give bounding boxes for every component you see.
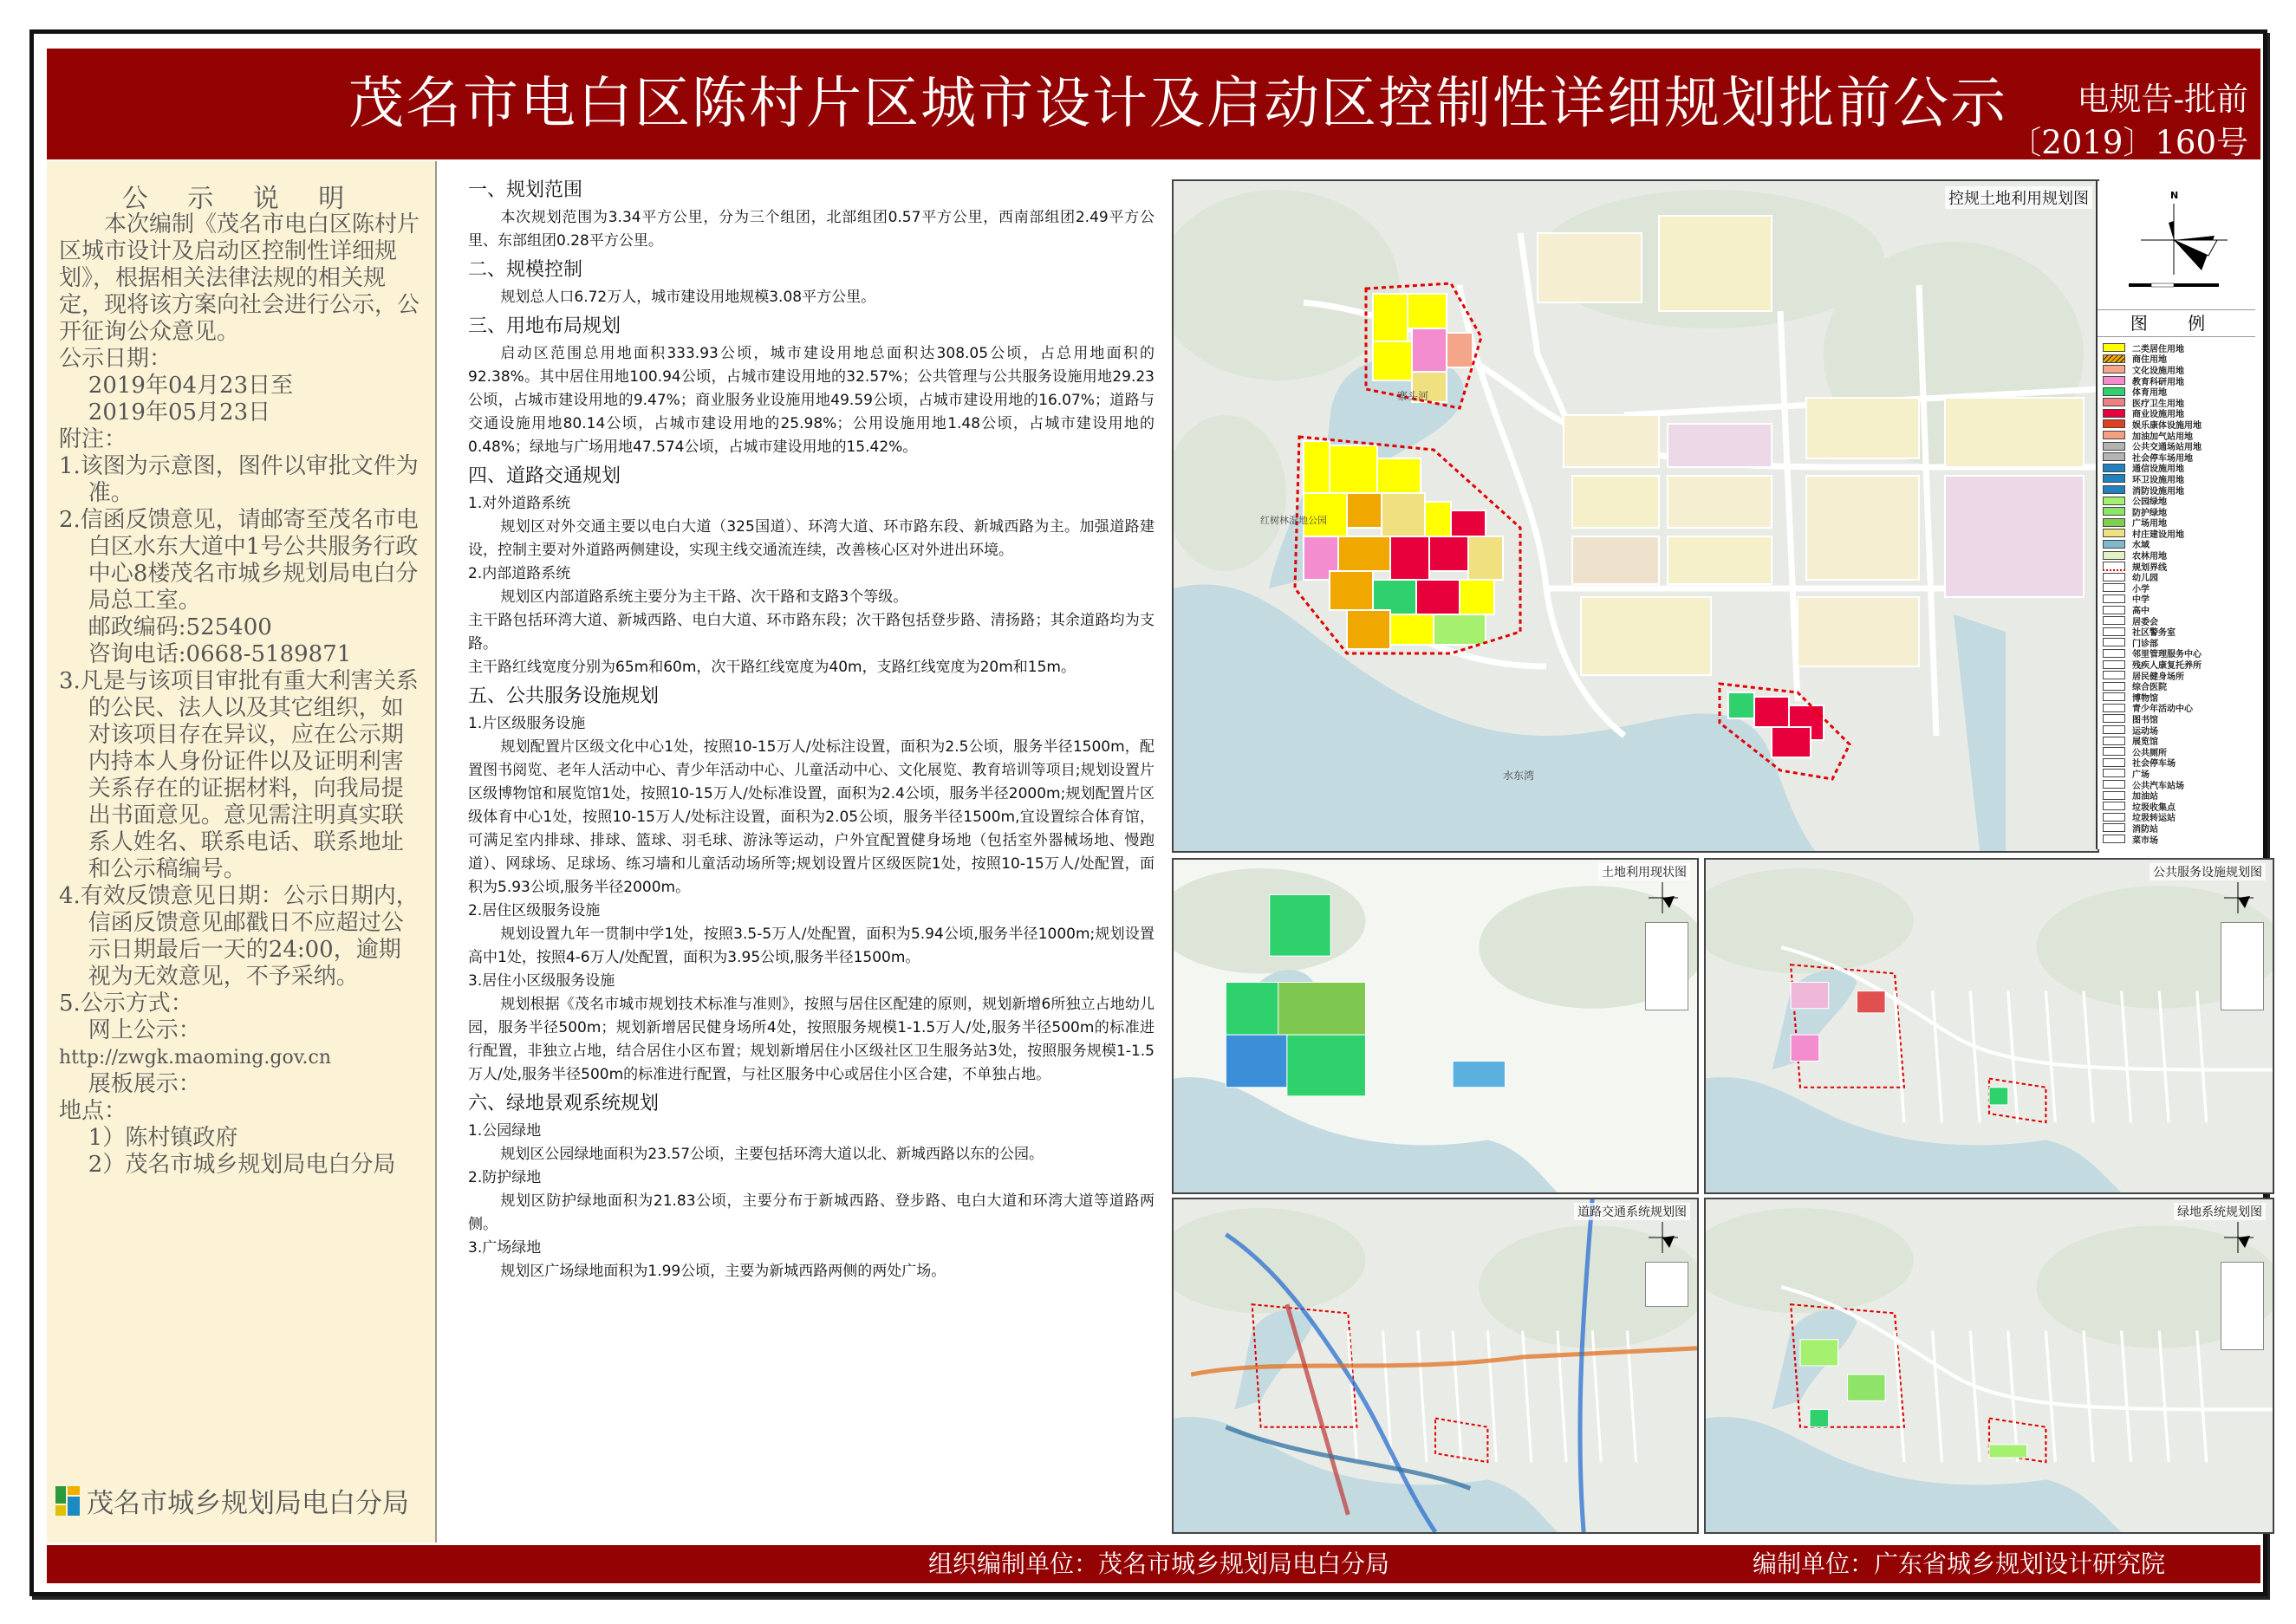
notice-line[interactable]: http://zwgk.maoming.gov.cn xyxy=(59,1047,331,1069)
legend-label: 垃圾转运站 xyxy=(2132,814,2176,824)
legend-label: 防护绿地 xyxy=(2132,508,2167,518)
facility-symbol-icon xyxy=(2103,606,2125,614)
subsection-heading: 3.广场绿地 xyxy=(468,1239,542,1257)
legend-label: 高中 xyxy=(2132,607,2150,617)
organizer-credit: 组织编制单位：茂名市城乡规划局电白分局 xyxy=(928,1549,1390,1578)
notice-line: 邮政编码:525400 xyxy=(88,614,272,640)
road-traffic-system-map[interactable] xyxy=(1172,1198,1699,1534)
legend-label: 中学 xyxy=(2132,595,2150,606)
small-map-canvas xyxy=(1706,860,2273,1192)
land-use-swatch-icon xyxy=(2103,343,2125,352)
notice-line: 4.有效反馈意见日期：公示日期内，信函反馈意见邮戳日不应超过公示日期最后一天的24:00，逾期视为无效意见，不予采纳。 xyxy=(59,883,419,990)
compass-icon xyxy=(2221,1220,2255,1255)
legend-label: 社会停车场 xyxy=(2132,759,2176,770)
legend-label: 医疗卫生用地 xyxy=(2132,399,2184,409)
small-map-canvas xyxy=(1174,860,1697,1192)
section-paragraph: 规划配置片区级文化中心1处，按照10-15万人/处标注设置，面积为2.5公顷，服务半径1500m，配置图书阅览、老年人活动中心、青少年活动中心、儿童活动中心、文化展览、教育培训等项目;规划设置片区级博物馆和展览馆1处，按照10-15万人/处标准设置，面积为2.4公顷，服务半径2000m;规划配置片区级体育中心1处，按照10-15万人/处标注设置，面积为2.05公顷，服务半径1500m,宜设置综合体育馆，可满足室内排球、排球、篮球、羽毛球、游泳等运动，户外宜配置健身场地（包括室外器械场地、慢跑道）、网球场、足球场、练习墙和儿童活动场所等;规划设置片区级医院1处，按照10-15万人/处配置，面积为5.93公顷,服务半径2000m。 xyxy=(468,738,1155,896)
public-service-facilities-map[interactable] xyxy=(1704,858,2274,1194)
legend-label: 居委会 xyxy=(2132,617,2158,627)
map-parcel xyxy=(1810,1410,1829,1427)
section-heading: 二、规模控制 xyxy=(468,259,583,281)
land-use-swatch-icon xyxy=(2103,442,2125,451)
land-use-swatch-icon xyxy=(2103,419,2125,428)
legend-label: 商业设施用地 xyxy=(2132,410,2184,420)
current-land-use-map[interactable] xyxy=(1172,858,1699,1194)
legend-label: 图书馆 xyxy=(2132,715,2158,725)
legend-title: 图 例 xyxy=(2098,309,2255,337)
document-number-line2: 〔2019〕160号 xyxy=(2009,124,2248,161)
legend-label: 菜市场 xyxy=(2132,835,2158,846)
section-heading: 三、用地布局规划 xyxy=(468,315,621,337)
notice-line: 2.信函反馈意见，请邮寄至茂名市电白区水东大道中1号公共服务行政中心8楼茂名市城乡规划局电白分局总工室。 xyxy=(59,507,419,614)
plan-section xyxy=(468,311,1155,459)
legend-label: 通信设施用地 xyxy=(2132,464,2184,475)
legend-label: 社区警务室 xyxy=(2132,628,2176,639)
notice-line: 1）陈村镇政府 xyxy=(88,1125,238,1151)
legend-label: 幼儿园 xyxy=(2132,574,2158,584)
plan-section xyxy=(468,1088,1155,1283)
section-paragraph: 规划区对外交通主要以电白大道（325国道）、环湾大道、环市路东段、新城西路为主。加强道路建设，控制主要对外道路两侧建设，实现主线交通流连续，改善核心区对外进出环境。 xyxy=(468,518,1155,559)
section-paragraph: 启动区范围总用地面积333.93公顷，城市建设用地总面积达308.05公顷，占总用地面积的92.38%。其中居住用地100.94公顷，占城市建设用地的32.57%；公共管理与公共服务设施用地29.23公顷，占城市建设用地的9.47%；商业服务业设施用地49.59公顷，占城市建设用地的16.07%；道路与交通设施用地80.14公顷，占城市建设用地的25.98%；公用设施用地1.48公顷，占城市建设用地的0.48%；绿地与广场用地47.574公顷，占城市建设用地的15.42%。 xyxy=(468,345,1155,456)
land-use-swatch-icon xyxy=(2103,431,2125,439)
park-label: 红树林湿地公园 xyxy=(1260,515,1327,526)
document-number-line1: 电规告-批前 xyxy=(2077,81,2248,118)
notice-line: 2019年04月23日至 xyxy=(88,373,294,399)
legend-item xyxy=(2103,582,2202,594)
small-map-title: 道路交通系统规划图 xyxy=(1574,1203,1690,1220)
facility-symbol-icon xyxy=(2103,758,2125,767)
legend-label: 居民健身场所 xyxy=(2132,672,2184,682)
legend-label: 体育用地 xyxy=(2132,388,2167,399)
land-use-swatch-icon xyxy=(2103,485,2125,494)
notice-line: 咨询电话:0668-5189871 xyxy=(88,641,352,667)
land-use-swatch-icon xyxy=(2103,398,2125,406)
notice-line: 5.公示方式： xyxy=(59,991,193,1017)
facility-symbol-icon xyxy=(2103,813,2125,822)
plan-description xyxy=(468,173,1155,1283)
plan-section xyxy=(468,175,1155,253)
notice-line: 3.凡是与该项目审批有重大利害关系的公民、法人以及其它组织，如对该项目存在异议，应在公示期内持本人身份证件以及证明利害关系存在的证据材料，向我局提出书面意见。意见需注明真实联系人姓名、联系电话、联系地址和公示稿编号。 xyxy=(59,668,419,882)
map-parcel xyxy=(1857,991,1885,1013)
land-use-swatch-icon xyxy=(2103,551,2125,560)
notice-line: 1.该图为示意图，图件以审批文件为准。 xyxy=(59,453,419,506)
main-map-legend xyxy=(2096,181,2255,849)
facility-symbol-icon xyxy=(2103,704,2125,712)
map-parcel xyxy=(1791,1035,1819,1061)
header-band xyxy=(47,49,2260,159)
facility-symbol-icon xyxy=(2103,791,2125,800)
land-use-swatch-icon xyxy=(2103,376,2125,385)
legend-label: 公共厕所 xyxy=(2132,748,2167,758)
land-use-swatch-icon xyxy=(2103,497,2125,505)
land-use-swatch-icon xyxy=(2103,365,2125,374)
subsection-heading: 2.居住区级服务设施 xyxy=(468,902,601,919)
facility-symbol-icon xyxy=(2103,682,2125,691)
small-map-title: 土地利用现状图 xyxy=(1598,863,1690,880)
facility-symbol-icon xyxy=(2103,714,2125,723)
subsection-heading: 1.片区级服务设施 xyxy=(468,715,586,732)
notice-panel xyxy=(47,161,437,1543)
section-paragraph: 规划区公园绿地面积为23.57公顷，主要包括环湾大道以北、新城西路以东的公园。 xyxy=(500,1146,1044,1163)
lake-label: 寨头河 xyxy=(1397,390,1429,402)
legend-item xyxy=(2103,571,2202,582)
notice-body xyxy=(47,211,435,1179)
map-parcel xyxy=(1989,1088,2008,1105)
facility-symbol-icon xyxy=(2103,835,2125,843)
section-heading: 四、道路交通规划 xyxy=(468,465,621,487)
main-land-use-map[interactable] xyxy=(1172,179,2099,853)
notice-line: 附注： xyxy=(59,426,127,452)
legend-label: 垃圾收集点 xyxy=(2132,802,2176,813)
compass-icon xyxy=(1645,1220,1680,1255)
notice-line: 地点： xyxy=(59,1098,127,1124)
land-use-swatch-icon xyxy=(2103,507,2125,516)
compass-icon xyxy=(1645,880,1680,915)
land-use-swatch-icon xyxy=(2103,562,2125,571)
map-parcel xyxy=(1848,1374,1886,1400)
legend-label: 加油加气站用地 xyxy=(2132,432,2193,442)
section-paragraph: 规划根据《茂名市城市规划技术标准与准则》，按照与居住区配建的原则，规划新增6所独立占地幼儿园，服务半径500m；规划新增居民健身场所4处，按照服务规模1-1.5万人/处,服务半径500m的标准进行配置，非独立占地，结合居住小区布置；规划新增居住小区级社区卫生服务站3处，按照服务规模1-1.5万人/处,服务半径500m的标准进行配置，与社区服务中心或居住小区合建，不单独占地。 xyxy=(468,996,1155,1083)
small-map-canvas xyxy=(1706,1199,2273,1532)
facility-symbol-icon xyxy=(2103,747,2125,756)
legend-label: 商住用地 xyxy=(2132,355,2167,366)
section-paragraph: 规划设置九年一贯制中学1处，按照3.5-5万人/处配置，面积为5.94公顷,服务半径1000m;规划设置高中1处，按照4-6万人/处配置，面积为3.95公顷,服务半径1500m。 xyxy=(468,926,1155,966)
plan-section xyxy=(468,461,1155,679)
facility-symbol-icon xyxy=(2103,802,2125,810)
legend-label: 农林用地 xyxy=(2132,552,2167,562)
subsection-heading: 3.居住小区级服务设施 xyxy=(468,972,615,990)
compiler-credit: 编制单位：广东省城乡规划设计研究院 xyxy=(1753,1549,2166,1578)
legend-label: 加油站 xyxy=(2132,792,2158,802)
land-use-swatch-icon xyxy=(2103,354,2125,363)
legend-label: 广场用地 xyxy=(2132,519,2167,529)
land-use-swatch-icon xyxy=(2103,452,2125,461)
facility-symbol-icon xyxy=(2103,737,2125,745)
main-map-title: 控规土地利用规划图 xyxy=(1945,186,2092,209)
map-parcel xyxy=(1278,982,1366,1035)
facility-symbol-icon xyxy=(2103,769,2125,777)
section-paragraph: 本次规划范围为3.34平方公里，分为三个组团，北部组团0.57平方公里，西南部组团2.49平方公里、东部组团0.28平方公里。 xyxy=(468,209,1155,250)
legend-label: 教育科研用地 xyxy=(2132,377,2184,387)
plan-section xyxy=(468,255,1155,309)
land-use-swatch-icon xyxy=(2103,518,2125,527)
legend-label: 二类居住用地 xyxy=(2132,344,2184,354)
small-map-title: 公共服务设施规划图 xyxy=(2150,863,2266,880)
notice-line: 2）茂名市城乡规划局电白分局 xyxy=(88,1152,396,1178)
subsection-heading: 2.内部道路系统 xyxy=(468,565,571,582)
section-heading: 五、公共服务设施规划 xyxy=(468,685,660,707)
legend-label: 公园绿地 xyxy=(2132,497,2167,508)
facility-symbol-icon xyxy=(2103,616,2125,625)
subsection-heading: 1.对外道路系统 xyxy=(468,495,571,512)
land-use-swatch-icon xyxy=(2103,540,2125,549)
page-title: 茂名市电白区陈村片区城市设计及启动区控制性详细规划批前公示 xyxy=(348,72,2007,136)
facility-symbol-icon xyxy=(2103,660,2125,669)
map-parcel xyxy=(1270,894,1330,956)
small-map-legend xyxy=(1645,1262,1688,1307)
legend-label: 社会停车场用地 xyxy=(2132,453,2193,464)
small-map-legend xyxy=(1645,922,1688,1010)
document-number xyxy=(2009,78,2248,165)
legend-label: 小学 xyxy=(2132,584,2150,594)
subsection-heading: 2.防护绿地 xyxy=(468,1169,542,1186)
bureau-logo xyxy=(55,1481,409,1520)
legend-label: 广场 xyxy=(2132,770,2150,780)
bureau-logo-text: 茂名市城乡规划局电白分局 xyxy=(87,1488,409,1519)
legend-item xyxy=(2103,834,2202,845)
small-map-title: 绿地系统规划图 xyxy=(2174,1203,2266,1220)
main-map-canvas xyxy=(1174,181,2098,851)
map-parcel xyxy=(1453,1061,1505,1087)
legend-label: 公共交通场站用地 xyxy=(2132,443,2202,453)
notice-line: 网上公示： xyxy=(88,1017,201,1043)
map-parcel xyxy=(1226,1035,1286,1088)
section-paragraph: 规划区防护绿地面积为21.83公顷，主要分布于新城西路、登步路、电白大道和环湾大道等道路两侧。 xyxy=(468,1192,1155,1233)
map-parcel xyxy=(1287,1035,1366,1096)
section-paragraph: 主干路红线宽度分别为65m和60m，次干路红线宽度为40m，支路红线宽度为20m和15m。 xyxy=(468,659,1076,676)
map-parcel xyxy=(1989,1445,2027,1458)
map-parcel xyxy=(1800,1340,1838,1366)
section-paragraph: 规划区内部道路系统主要分为主干路、次干路和支路3个等级。 xyxy=(500,588,908,606)
legend-label: 青少年活动中心 xyxy=(2132,705,2193,715)
legend-items xyxy=(2103,342,2202,844)
land-use-swatch-icon xyxy=(2103,464,2125,472)
facility-symbol-icon xyxy=(2103,594,2125,603)
notice-line: 本次编制《茂名市电白区陈村片区城市设计及启动区控制性详细规划》，根据相关法律法规的相关规定，现将该方案向社会进行公示，公开征询公众意见。 xyxy=(59,211,420,345)
svg-text:N: N xyxy=(2170,190,2179,201)
small-map-legend xyxy=(2221,1262,2264,1350)
facility-symbol-icon xyxy=(2103,671,2125,679)
green-space-system-map[interactable] xyxy=(1704,1198,2274,1534)
land-use-swatch-icon xyxy=(2103,387,2125,396)
legend-label: 运动场 xyxy=(2132,726,2158,737)
facility-symbol-icon xyxy=(2103,638,2125,646)
legend-label: 公共汽车站场 xyxy=(2132,781,2184,791)
legend-label: 综合医院 xyxy=(2132,683,2167,693)
legend-label: 规划界线 xyxy=(2132,562,2167,573)
section-heading: 六、绿地景观系统规划 xyxy=(468,1093,660,1114)
map-parcel xyxy=(1791,982,1829,1008)
legend-item xyxy=(2103,757,2202,769)
land-use-swatch-icon xyxy=(2103,409,2125,418)
section-heading: 一、规划范围 xyxy=(468,179,583,201)
bay-label: 水东湾 xyxy=(1503,770,1535,782)
facility-symbol-icon xyxy=(2103,649,2125,658)
footer-band xyxy=(47,1545,2260,1583)
small-map-legend xyxy=(2221,922,2264,1010)
legend-label: 邻里管理服务中心 xyxy=(2132,650,2202,660)
legend-label: 消防设施用地 xyxy=(2132,486,2184,497)
legend-label: 环卫设施用地 xyxy=(2132,475,2184,485)
subsection-heading: 1.公园绿地 xyxy=(468,1122,542,1140)
land-use-swatch-icon xyxy=(2103,474,2125,483)
compass-wind-rose-icon xyxy=(2115,188,2245,301)
notice-line: 2019年05月23日 xyxy=(88,400,271,425)
legend-item xyxy=(2103,594,2202,605)
land-use-swatch-icon xyxy=(2103,529,2125,537)
facility-symbol-icon xyxy=(2103,725,2125,734)
section-paragraph: 主干路包括环湾大道、新城西路、电白大道、环市路东段；次干路包括登步路、清扬路；其余道路均为支路。 xyxy=(468,612,1155,653)
facility-symbol-icon xyxy=(2103,627,2125,636)
legend-item xyxy=(2103,528,2202,539)
plan-section xyxy=(468,681,1155,1087)
legend-label: 展览馆 xyxy=(2132,737,2158,748)
legend-label: 博物馆 xyxy=(2132,693,2158,704)
facility-symbol-icon xyxy=(2103,823,2125,832)
legend-label: 村庄建设用地 xyxy=(2132,529,2184,540)
legend-label: 残疾人康复托养所 xyxy=(2132,661,2202,672)
section-paragraph: 规划总人口6.72万人，城市建设用地规模3.08平方公里。 xyxy=(500,289,876,306)
section-paragraph: 规划区广场绿地面积为1.99公顷，主要为新城西路两侧的两处广场。 xyxy=(500,1263,946,1280)
notice-title: 公 示 说 明 xyxy=(121,184,361,214)
compass-icon xyxy=(2221,880,2255,915)
notice-line: 展板展示： xyxy=(88,1071,201,1097)
legend-label: 娱乐康体设施用地 xyxy=(2132,420,2202,431)
facility-symbol-icon xyxy=(2103,692,2125,701)
facility-symbol-icon xyxy=(2103,573,2125,581)
bureau-logo-icon xyxy=(55,1486,80,1516)
notice-line: 公示日期： xyxy=(59,346,172,372)
legend-label: 文化设施用地 xyxy=(2132,366,2184,376)
legend-label: 门诊部 xyxy=(2132,639,2158,649)
legend-label: 水域 xyxy=(2132,541,2150,551)
legend-label: 消防站 xyxy=(2132,824,2158,835)
small-map-canvas xyxy=(1174,1199,1697,1532)
facility-symbol-icon xyxy=(2103,583,2125,592)
facility-symbol-icon xyxy=(2103,780,2125,789)
